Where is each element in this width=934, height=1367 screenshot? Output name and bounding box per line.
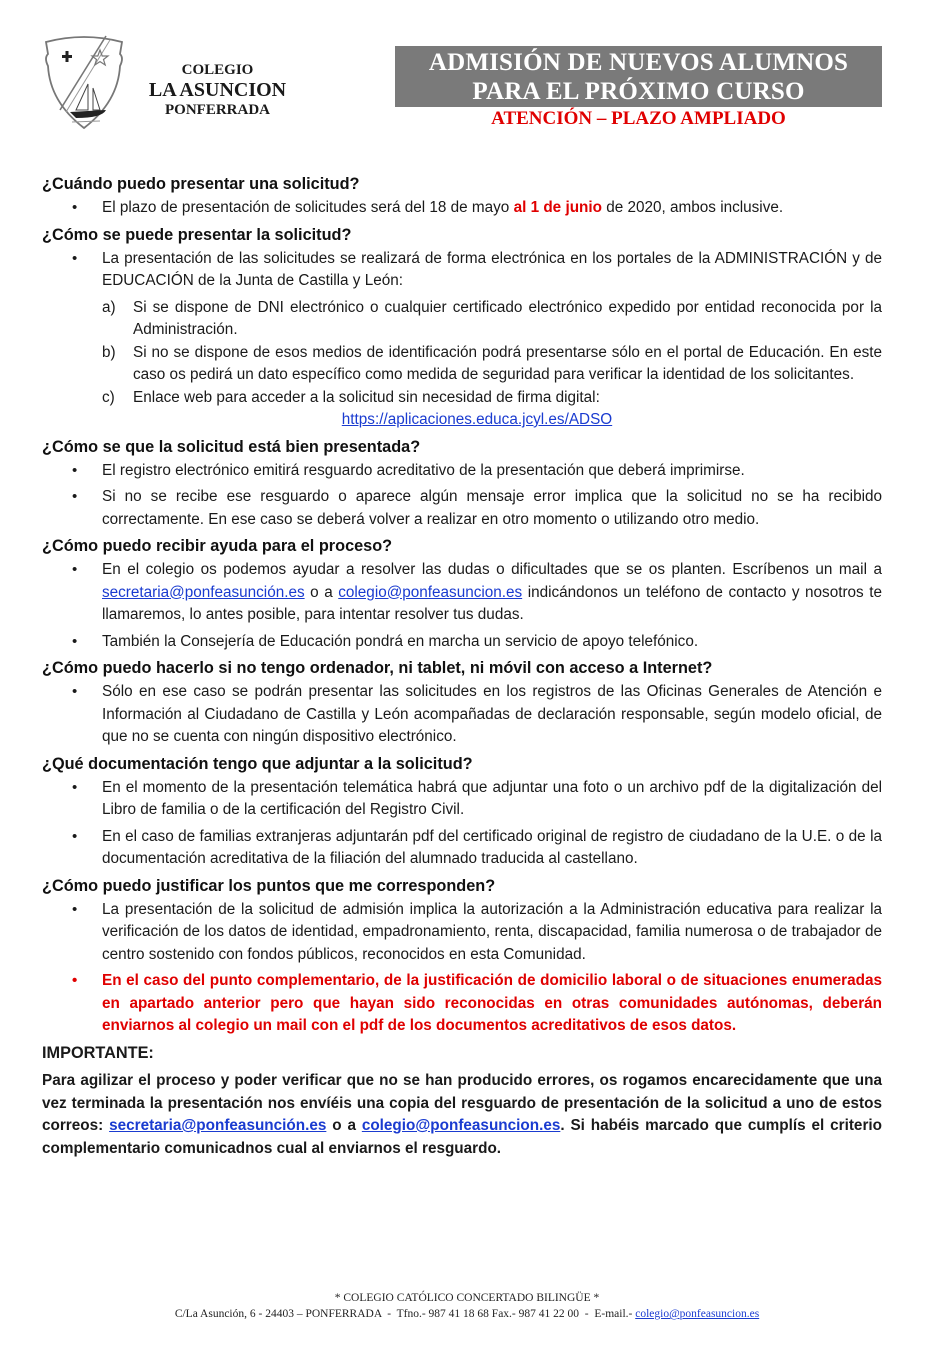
section-heading: ¿Cómo se puede presentar la solicitud? (42, 225, 352, 244)
section-heading: ¿Cómo puedo justificar los puntos que me corresponden? (42, 876, 496, 895)
school-name-line1: COLEGIO (181, 62, 254, 78)
text-segment: La presentación de las solicitudes se realizará de forma electrónica en los portales de la ADMINISTRACIÓN y de EDUCACIÓN de la Junta de Castilla y León: (102, 249, 882, 289)
colegio-email-link[interactable]: colegio@ponfeasuncion.es (361, 1117, 561, 1134)
list-item: • También la Consejería de Educación pondrá en marcha un servicio de apoyo telefónico. (42, 631, 882, 654)
text-segment: indicándonos un teléfono de contacto y nosotros te llamaremos, lo antes posible, para intentar resolver tus dudas. (102, 583, 882, 623)
document-title-banner (395, 46, 882, 107)
list-marker: b) (102, 343, 116, 361)
bullet-list (42, 899, 882, 1038)
school-crest-logo (40, 32, 128, 132)
school-name (140, 62, 295, 120)
school-name-line3: PONFERRADA (165, 102, 270, 119)
page-footer (0, 1290, 934, 1322)
important-heading: IMPORTANTE: (42, 1043, 154, 1062)
text-segment: o a (326, 1117, 362, 1134)
text-segment: Para agilizar el proceso y poder verificar que no se han producido errores, os rogamos encarecidamente que una vez terminada la presentación nos envíéis una copia del resguardo de presentación de la solicitud a uno de estos correos: (42, 1072, 882, 1134)
list-item: • Sólo en ese caso se podrán presentar las solicitudes en los registros de las Oficinas Generales de Atención e Información al Ciudadano de Castilla y León acompañadas de declaración responsable, según modelo oficial, de que no se cuenta con ningún dispositivo electrónico. (42, 681, 882, 749)
list-item: • El registro electrónico emitirá resguardo acreditativo de la presentación que deberá imprimirse. (42, 460, 882, 483)
list-item (42, 197, 882, 220)
complementary-point-notice: • En el caso del punto complementario, de la justificación de domicilio laboral o de situaciones enumeradas en apartado anterior pero que hayan sido reconocidas en otras comunidades autónomas, deberán enviarnos al colegio un mail con el pdf de los documentos acreditativos de esos datos. (42, 970, 882, 1038)
footer-contact (0, 1306, 934, 1322)
sub-list-item (102, 387, 882, 410)
bullet-list (42, 559, 882, 653)
application-portal-link[interactable]: https://aplicaciones.educa.jcyl.es/ADSO (341, 411, 613, 428)
text-segment: El plazo de presentación de solicitudes será del 18 de mayo (102, 199, 514, 216)
secretaria-email-link[interactable]: secretaria@ponfeasunción.es (109, 1117, 327, 1134)
bullet-list (42, 248, 882, 432)
deadline-extended-notice: ATENCIÓN – PLAZO AMPLIADO (491, 108, 786, 129)
text-segment: de 2020, ambos inclusive. (601, 199, 784, 216)
document-body (42, 173, 882, 1160)
bullet-list (42, 197, 882, 220)
deadline-highlight: al 1 de junio (513, 199, 602, 216)
text-segment: o a (304, 583, 339, 601)
footer-school-type: * COLEGIO CATÓLICO CONCERTADO BILINGÜE * (334, 1292, 600, 1304)
url-line (72, 409, 882, 432)
section-heading: ¿Cómo se que la solicitud está bien presentada? (42, 437, 421, 456)
list-marker: c) (102, 388, 115, 406)
list-item (42, 248, 882, 432)
footer-address: C/La Asunción, 6 - 24403 – PONFERRADA - Tfno.- 987 41 18 68 Fax.- 987 41 22 00 - E-mail.- (174, 1308, 636, 1320)
text-segment: En el colegio os podemos ayudar a resolver las dudas o dificultades que se os planten. Escríbenos un mail a (102, 561, 882, 578)
sub-list (102, 297, 882, 410)
secretaria-email-link[interactable]: secretaria@ponfeasunción.es (102, 583, 305, 601)
text-segment: Enlace web para acceder a la solicitud sin necesidad de firma digital: (133, 388, 600, 406)
important-paragraph (42, 1070, 882, 1160)
list-item: • En el momento de la presentación telemática habrá que adjuntar una foto o un archivo pdf de la digitalización del Libro de familia o de la certificación del Registro Civil. (42, 777, 882, 822)
bullet-list (42, 777, 882, 871)
section-heading: ¿Cuándo puedo presentar una solicitud? (42, 175, 360, 193)
footer-email-link[interactable]: colegio@ponfeasuncion.es (635, 1308, 760, 1320)
crest-icon (40, 32, 128, 132)
list-item: • En el caso de familias extranjeras adjuntarán pdf del certificado original de registro de ciudadano de la U.E. o de la documentación acreditativa de la filiación del alumnado traducida al castellano. (42, 826, 882, 871)
list-marker: a) (102, 298, 116, 316)
title-line-1: ADMISIÓN DE NUEVOS ALUMNOS (428, 49, 849, 76)
bullet-list (42, 460, 882, 532)
section-heading: ¿Cómo puedo hacerlo si no tengo ordenador, ni tablet, ni móvil con acceso a Internet? (42, 659, 713, 677)
title-line-2: PARA EL PRÓXIMO CURSO (472, 78, 805, 105)
list-item (42, 559, 882, 627)
text-segment: . Si habéis marcado que cumplís el criterio complementario comunicadnos cual al enviarnos el resguardo. (42, 1117, 882, 1157)
text-segment: Si no se dispone de esos medios de identificación podrá presentarse sólo en el portal de Educación. En este caso os pedirá un dato específico como medida de seguridad para verificar la identidad de los solicitantes. (133, 343, 882, 383)
colegio-email-link[interactable]: colegio@ponfeasuncion.es (338, 583, 523, 601)
bullet-list (42, 681, 882, 749)
text-segment: Si se dispone de DNI electrónico o cualquier certificado electrónico expedido por entidad reconocida por la Administración. (133, 298, 882, 338)
sub-list-item (102, 342, 882, 387)
sub-list-item (102, 297, 882, 342)
section-heading: ¿Cómo puedo recibir ayuda para el proceso? (42, 537, 393, 555)
section-heading: ¿Qué documentación tengo que adjuntar a la solicitud? (42, 754, 473, 773)
list-item: • La presentación de la solicitud de admisión implica la autorización a la Administración educativa para realizar la verificación de los datos de identidad, empadronamiento, renta, discapacidad, familia numerosa o de trabajador de centro sostenido con fondos públicos, reconocidos en esta Comunidad. (42, 899, 882, 967)
list-item: • Si no se recibe ese resguardo o aparece algún mensaje error implica que la solicitud no se ha recibido correctamente. En ese caso se deberá volver a realizar en otro momento o utilizando otro medio. (42, 486, 882, 531)
school-name-line2: LA ASUNCION (148, 79, 287, 102)
